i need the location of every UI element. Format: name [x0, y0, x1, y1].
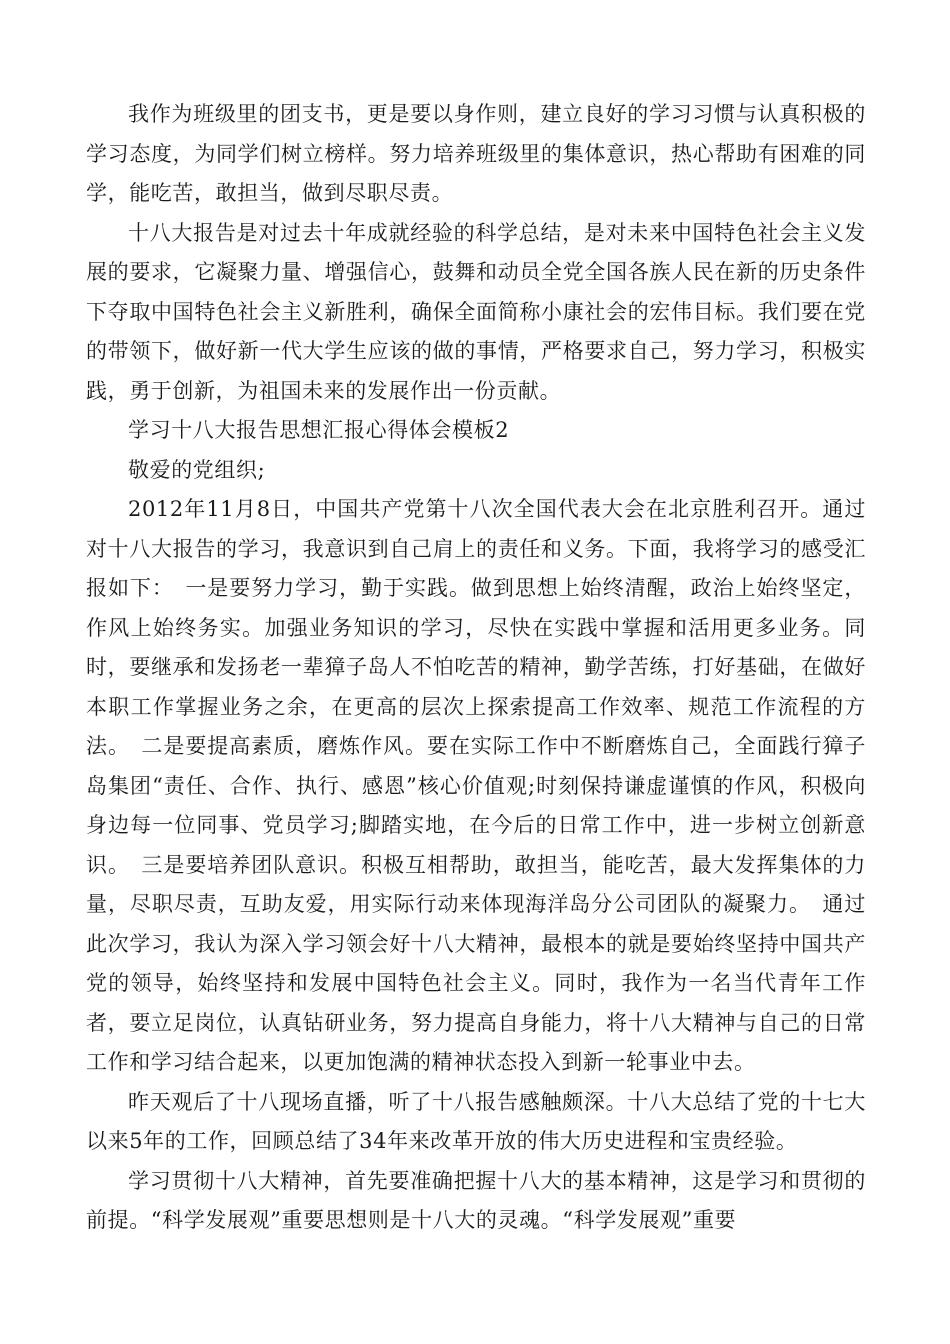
paragraph-report-summary: 十八大报告是对过去十年成就经验的科学总结，是对未来中国特色社会主义发展的要求，它凝聚力量、增强信心，鼓舞和动员全党全国各族人民在新的历史条件下夺取中国特色社会主义新胜利，确保全面简称小康社会的宏伟目标。我们要在党的带领下，做好新一代大学生应该的做的事情，严格要求自己，努力学习，积极实践，勇于创新，为祖国未来的发展作出一份贡献。: [86, 220, 866, 403]
salutation: 敬爱的党组织;: [128, 457, 266, 482]
paragraph-basic-spirit: 学习贯彻十八大精神，首先要准确把握十八大的基本精神，这是学习和贯彻的前提。“科学发展观”重要思想则是十八大的灵魂。“科学发展观”重要: [86, 1168, 866, 1232]
section-heading: 学习十八大报告思想汇报心得体会模板2: [128, 418, 510, 442]
paragraph-class-role-model: 我作为班级里的团支书，更是要以身作则，建立良好的学习习惯与认真积极的学习态度，为同学们树立榜样。努力培养班级里的集体意识，热心帮助有困难的同学，能吃苦，敢担当，做到尽职尽责。: [86, 102, 866, 205]
document-body: [86, 95, 866, 1241]
paragraph-live-broadcast: 昨天观后了十八现场直播，听了十八报告感触颇深。十八大总结了党的十七大以来5年的工作，回顾总结了34年来改革开放的伟大历史进程和宝贵经验。: [86, 1089, 866, 1153]
paragraph-study-report: 2012年11月8日，中国共产党第十八次全国代表大会在北京胜利召开。通过对十八大报告的学习，我意识到自己肩上的责任和义务。下面，我将学习的感受汇报如下： 一是要努力学习，勤于实践。做到思想上始终清醒，政治上始终坚定，作风上始终务实。加强业务知识的学习，尽快在实践中掌握和活用更多业务。同时，要继承和发扬老一辈獐子岛人不怕吃苦的精神，勤学苦练，打好基础，在做好本职工作掌握业务之余，在更高的层次上探索提高工作效率、规范工作流程的方法。 二是要提高素质，磨炼作风。要在实际工作中不断磨炼自己，全面践行獐子岛集团“责任、合作、执行、感恩”核心价值观;时刻保持谦虚谨慎的作风，积极向身边每一位同事、党员学习;脚踏实地，在今后的日常工作中，进一步树立创新意识。 三是要培养团队意识。积极互相帮助，敢担当，能吃苦，最大发挥集体的力量，尽职尽责，互助友爱，用实际行动来体现海洋岛分公司团队的凝聚力。 通过此次学习，我认为深入学习领会好十八大精神，最根本的就是要始终坚持中国共产党的领导，始终坚持和发展中国特色社会主义。同时，我作为一名当代青年工作者，要立足岗位，认真钻研业务，努力提高自身能力，将十八大精神与自己的日常工作和学习结合起来，以更加饱满的精神状态投入到新一轮事业中去。: [86, 497, 866, 1074]
